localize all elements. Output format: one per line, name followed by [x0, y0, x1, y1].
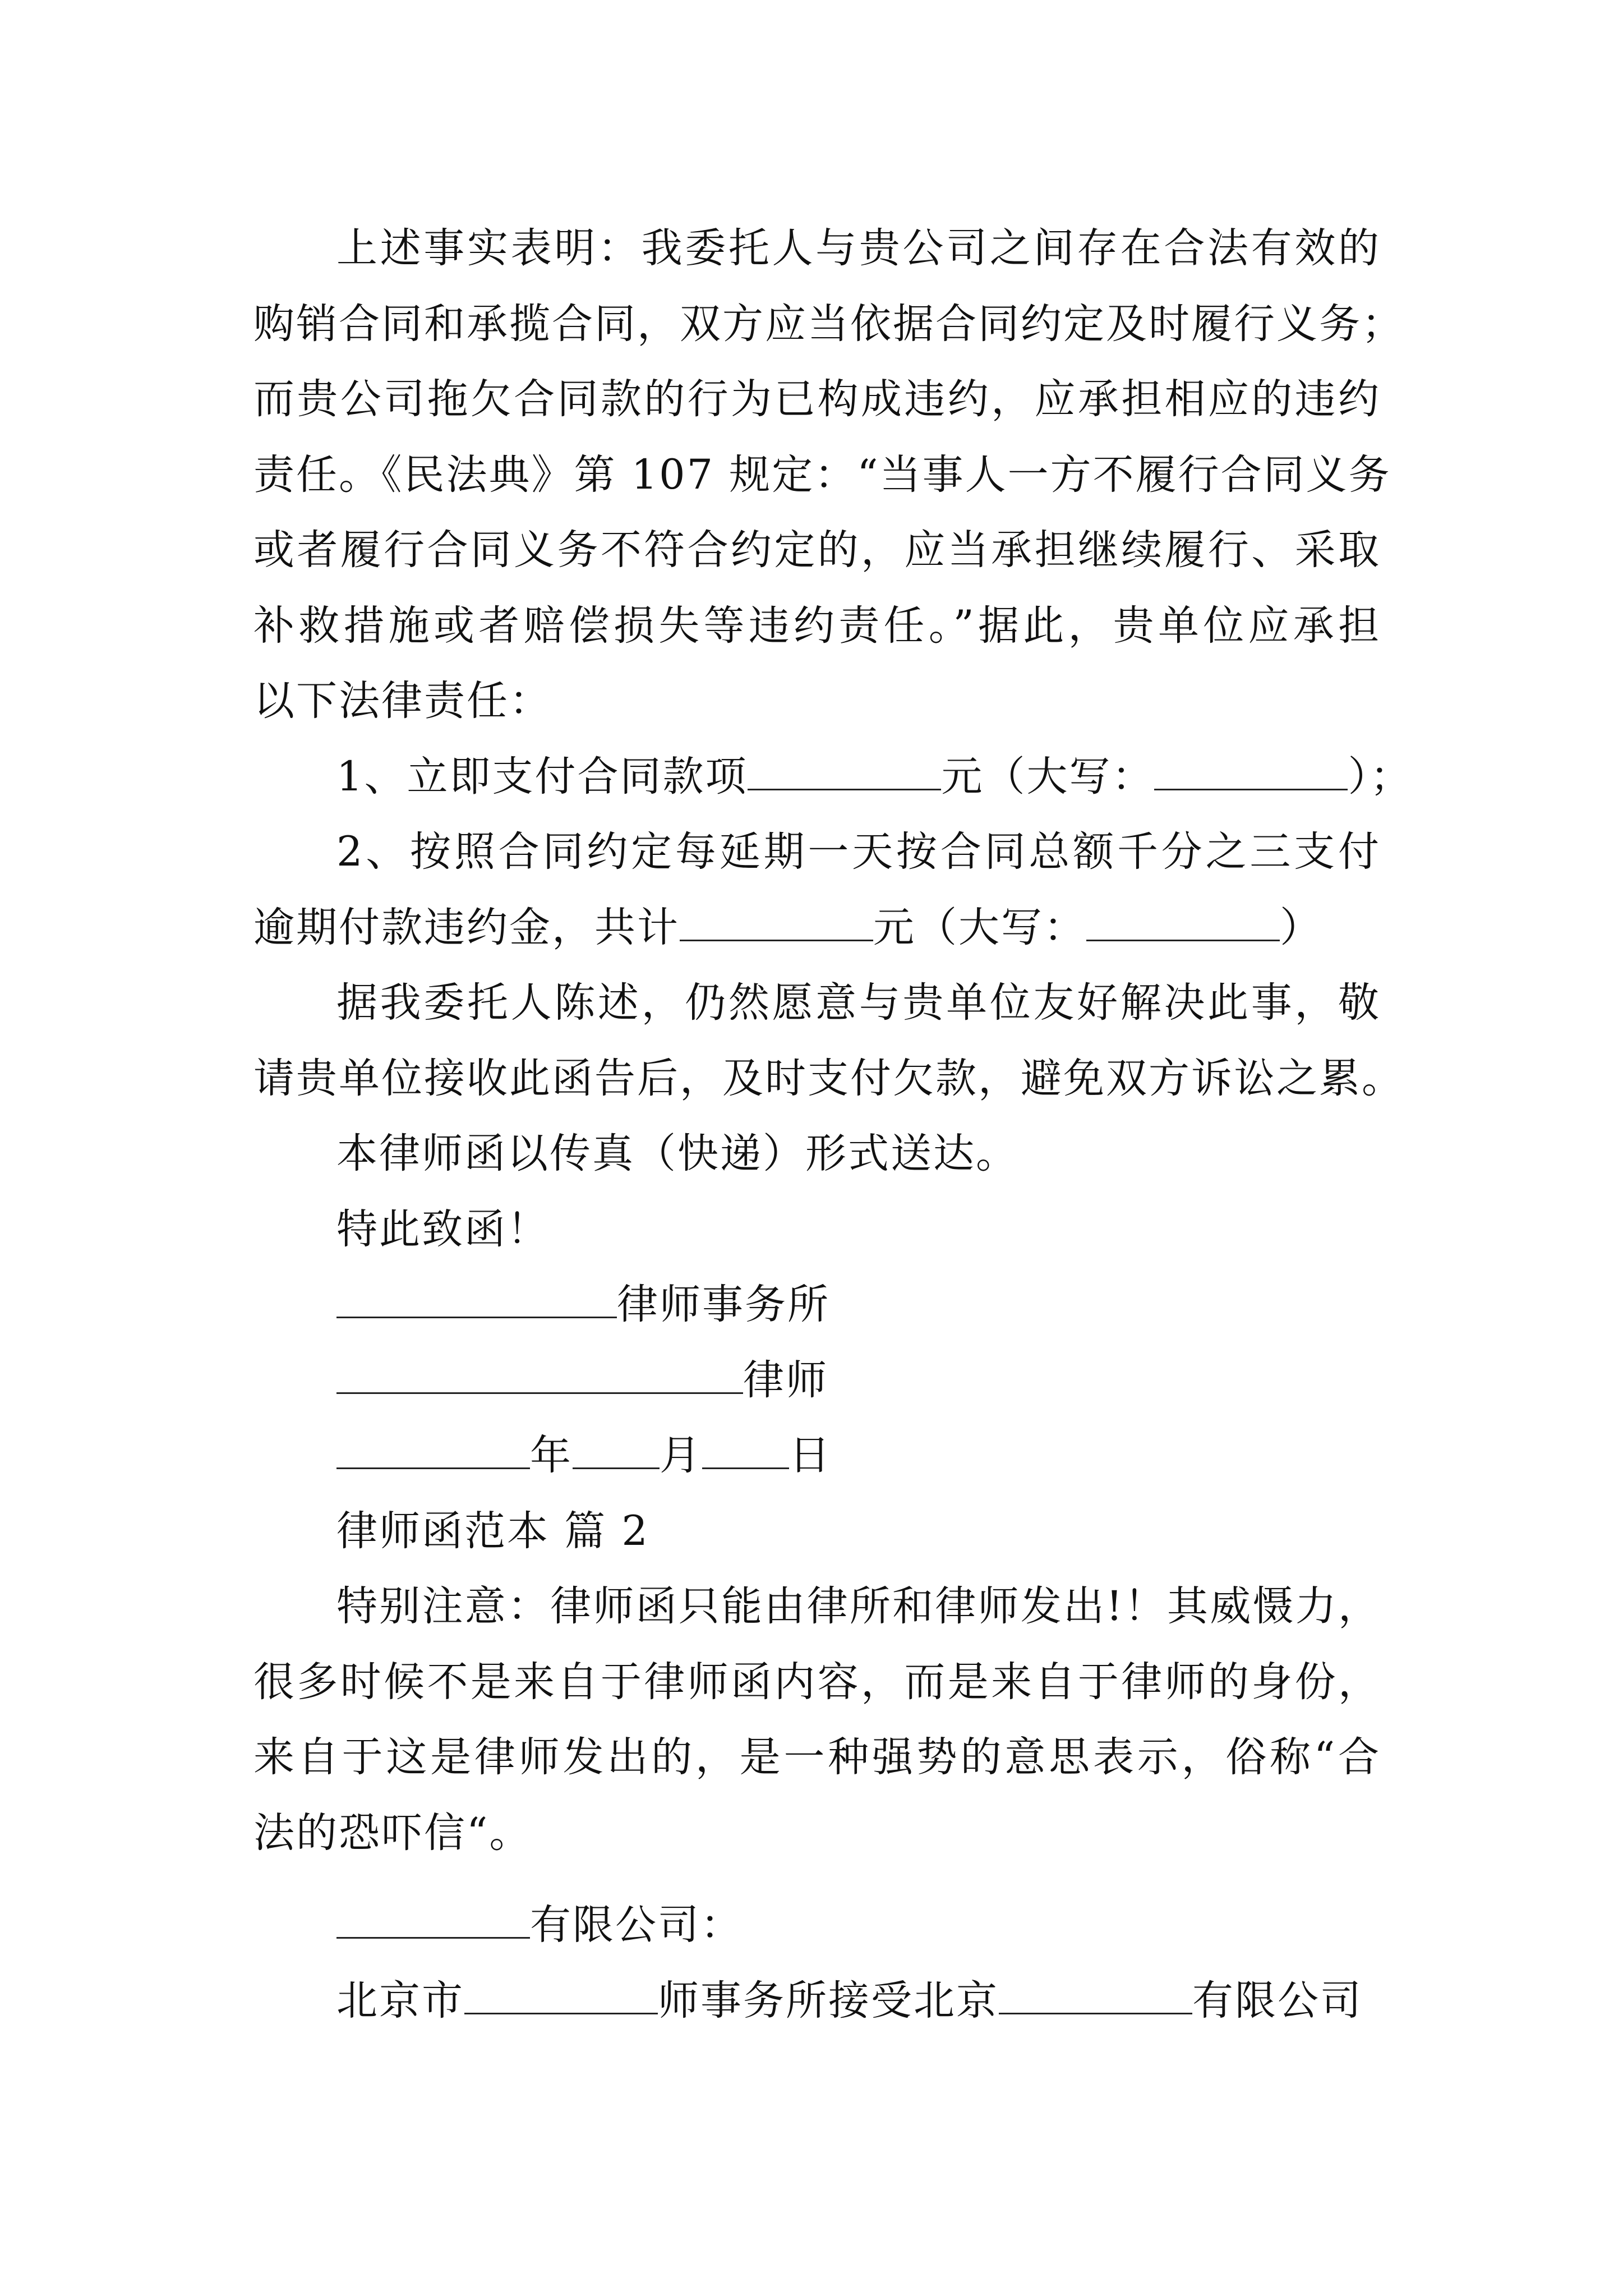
closing-line: 特此致函！	[336, 1205, 550, 1253]
law-firm-blank	[464, 1979, 658, 2014]
section-title: 律师函范本 篇 2	[336, 1507, 649, 1555]
firm-suffix: 律师事务所	[617, 1281, 830, 1328]
liability-item-1	[253, 739, 1413, 815]
company-name-blank	[336, 1903, 530, 1939]
amount-blank	[748, 755, 941, 790]
paragraph-line: 责任。《民法典》第 107 规定：“当事人一方不履行合同义务	[253, 450, 1391, 499]
recipient-suffix: 有限公司：	[530, 1901, 743, 1949]
paragraph-line: 以下法律责任：	[253, 677, 552, 725]
penalty-blank	[680, 906, 873, 941]
spacer	[253, 1871, 1381, 1888]
signature-firm	[253, 1267, 1381, 1343]
note-line: 很多时候不是来自于律师函内容，而是来自于律师的身份，	[253, 1658, 1381, 1706]
document-body	[253, 211, 1413, 2039]
body-text: 师事务所接受北京	[658, 1976, 999, 2024]
note-line: 来自于这是律师发出的，是一种强势的意思表示，俗称“合	[253, 1733, 1381, 1781]
paragraph-line: 或者履行合同义务不符合约定的，应当承担继续履行、采取	[253, 526, 1381, 574]
recipient-line	[253, 1888, 1381, 1963]
lawyer-name-blank	[336, 1359, 743, 1394]
item-text: 1、立即支付合同款项	[336, 752, 748, 800]
month-blank	[573, 1434, 660, 1469]
paragraph-line: 据我委托人陈述，仍然愿意与贵单位友好解决此事，敬	[336, 979, 1381, 1027]
amount-words-blank	[1154, 755, 1348, 790]
firm-name-blank	[336, 1283, 617, 1318]
paragraph-line: 上述事实表明：我委托人与贵公司之间存在合法有效的	[336, 224, 1381, 272]
day-blank	[702, 1434, 789, 1469]
body-text: 北京市	[336, 1976, 464, 2024]
item-text: 逾期付款违约金，共计	[253, 903, 680, 951]
note-line: 特别注意：律师函只能由律所和律师发出!！其威慑力，	[336, 1582, 1381, 1630]
day-label: 日	[789, 1432, 832, 1479]
item-text: ）	[1280, 903, 1322, 951]
signature-date	[253, 1418, 1381, 1494]
note-line: 法的恐吓信“。	[253, 1809, 532, 1857]
paragraph-line: 补救措施或者赔偿损失等违约责任。”据此，贵单位应承担	[253, 601, 1381, 650]
paragraph-line: 购销合同和承揽合同，双方应当依据合同约定及时履行义务；	[253, 300, 1404, 348]
item-text: ）；	[1348, 752, 1413, 800]
delivery-line: 本律师函以传真（快递）形式送达。	[336, 1130, 1018, 1177]
paragraph-line: 而贵公司拖欠合同款的行为已构成违约，应承担相应的违约	[253, 375, 1381, 423]
paragraph-line: 请贵单位接收此函告后，及时支付欠款，避免双方诉讼之累。	[253, 1054, 1404, 1102]
liability-item-2: 2、按照合同约定每延期一天按合同总额千分之三支付	[336, 828, 1381, 876]
body-text: 有限公司	[1192, 1976, 1363, 2024]
client-company-blank	[999, 1979, 1192, 2014]
liability-item-2-cont	[253, 890, 1381, 966]
lawyer-suffix: 律师	[743, 1356, 828, 1404]
signature-lawyer	[253, 1343, 1381, 1419]
item-text: 元（大写：	[873, 903, 1086, 951]
year-blank	[336, 1434, 530, 1469]
item-text: 元（大写：	[941, 752, 1155, 800]
month-label: 月	[660, 1432, 702, 1479]
body-start-line	[253, 1963, 1381, 2039]
penalty-words-blank	[1086, 906, 1280, 941]
year-label: 年	[530, 1432, 573, 1479]
